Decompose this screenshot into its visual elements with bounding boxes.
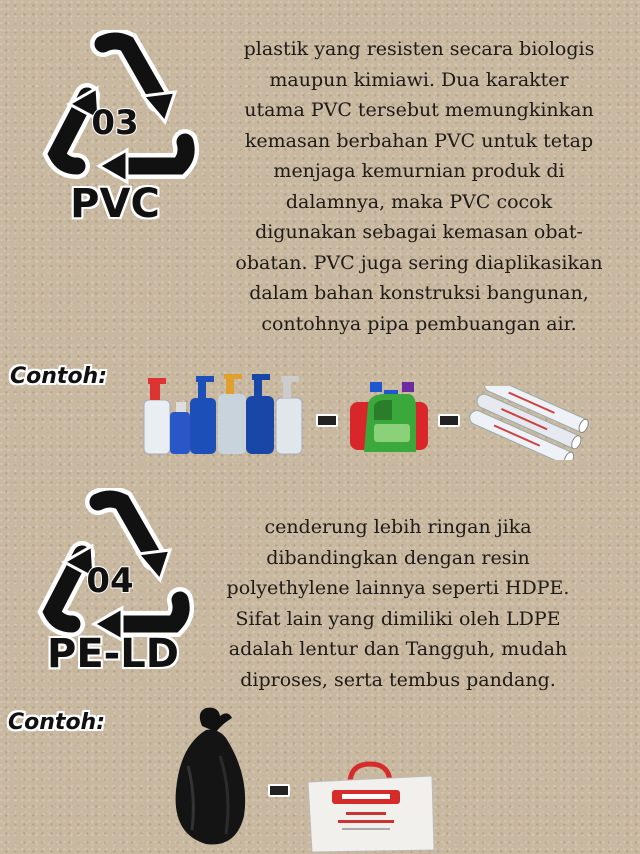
description-line: dibandingkan dengan resin	[266, 546, 530, 569]
description-line: plastik yang resisten secara biologis	[243, 38, 595, 60]
garbage-bag-icon	[166, 706, 252, 848]
separator-dash	[438, 414, 460, 427]
description-line: menjaga kemurnian produk di	[273, 160, 565, 182]
ldpe-description	[196, 512, 600, 695]
description-line: adalah lentur dan Tangguh, mudah	[228, 638, 568, 660]
description-line: dalamnya, maka PVC cocok	[285, 190, 553, 213]
description-line: polyethylene lainnya seperti HDPE.	[226, 577, 570, 599]
bottles-icon	[140, 372, 306, 458]
shopping-bag-icon	[302, 760, 438, 854]
separator-dash	[268, 784, 290, 797]
description-line: obatan. PVC juga sering diaplikasikan	[235, 251, 603, 274]
description-line: utama PVC tersebut memungkinkan	[244, 99, 594, 121]
resin-code: 03	[91, 103, 139, 143]
resin-abbreviation: PE-LD	[47, 631, 179, 677]
detergent-jug-icon	[346, 380, 432, 456]
resin-abbreviation: PVC	[70, 181, 160, 227]
description-line: cenderung lebih ringan jika	[264, 516, 532, 538]
recycle-symbol-icon	[25, 30, 205, 190]
ldpe-section	[0, 470, 640, 853]
description-line: Sifat lain yang dimiliki oleh LDPE	[235, 607, 561, 630]
recycle-symbol-icon	[20, 488, 200, 648]
description-line: maupun kimiawi. Dua karakter	[269, 68, 569, 91]
example-label: Contoh:	[8, 710, 106, 735]
description-line: diproses, serta tembus pandang.	[240, 668, 556, 691]
separator-dash	[316, 414, 338, 427]
resin-code: 04	[86, 561, 134, 601]
description-line: digunakan sebagai kemasan obat-	[255, 221, 583, 243]
pvc-pipe-icon	[468, 386, 590, 460]
example-label: Contoh:	[10, 364, 108, 389]
description-line: contohnya pipa pembuangan air.	[261, 312, 577, 335]
description-line: kemasan berbahan PVC untuk tetap	[244, 129, 594, 152]
description-line: dalam bahan konstruksi bangunan,	[249, 282, 589, 304]
pvc-description	[212, 34, 626, 339]
